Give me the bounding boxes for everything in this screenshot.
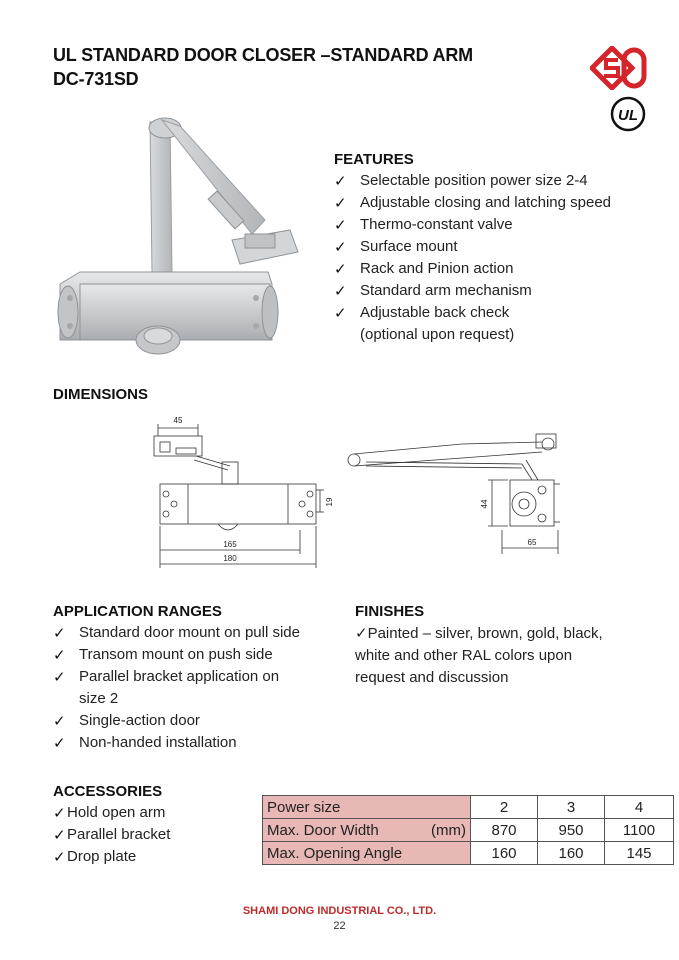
check-icon: ✓ [334, 238, 347, 256]
check-icon: ✓ [334, 216, 347, 234]
list-item [53, 732, 343, 754]
list-item [53, 846, 170, 868]
page-number: 22 [333, 920, 346, 932]
door-closer-product-image [50, 112, 312, 360]
check-icon: ✓ [53, 804, 66, 822]
list-item [334, 170, 611, 192]
table-cell: 145 [605, 842, 674, 865]
accessories-section [53, 782, 170, 868]
list-item-text: Single-action door [79, 712, 200, 729]
accessories-list [53, 802, 170, 868]
finishes-line-2: white and other RAL colors upon [355, 647, 573, 664]
dimension-label-45: 45 [173, 416, 183, 425]
list-item [53, 622, 343, 644]
finishes-heading: FINISHES [355, 603, 425, 620]
check-icon: ✓ [53, 734, 66, 752]
footer-company-name: SHAMI DONG INDUSTRIAL CO., LTD. [242, 905, 437, 917]
ul-logo-text: UL [618, 107, 638, 124]
check-icon: ✓ [334, 282, 347, 300]
list-item [53, 710, 343, 732]
check-icon: ✓ [53, 646, 66, 664]
list-item [334, 258, 611, 280]
list-item-text: Parallel bracket [67, 826, 171, 843]
application-ranges-section [53, 602, 343, 754]
list-item-text: Standard door mount on pull side [79, 624, 300, 641]
features-list [334, 170, 611, 324]
list-item [334, 214, 611, 236]
table-row-label: Max. Door Width (mm) [263, 819, 471, 842]
front-view-dimension-drawing [148, 412, 338, 572]
finishes-section [355, 602, 655, 689]
list-item-text: Rack and Pinion action [360, 260, 514, 277]
list-item [334, 236, 611, 258]
list-item-text: Adjustable back check [360, 304, 510, 321]
sd-brand-logo [590, 46, 648, 90]
side-view-dimension-drawing [342, 430, 572, 560]
list-item [334, 280, 611, 302]
table-cell: 3 [538, 796, 605, 819]
ul-certification-logo [610, 96, 646, 132]
table-cell: 870 [471, 819, 538, 842]
table-unit: (mm) [431, 821, 466, 839]
features-section [334, 150, 611, 346]
check-icon: ✓ [334, 194, 347, 212]
specification-table [262, 795, 674, 865]
dimension-label-180: 180 [223, 554, 237, 563]
check-icon: ✓ [53, 624, 66, 642]
table-cell: 2 [471, 796, 538, 819]
application-ranges-heading: APPLICATION RANGES [53, 603, 222, 620]
table-row [263, 796, 674, 819]
finishes-text [355, 622, 655, 689]
application-ranges-list [53, 622, 343, 754]
list-item [53, 644, 343, 666]
check-icon: ✓ [53, 848, 66, 866]
finishes-line-3: request and discussion [355, 669, 509, 686]
list-item-continuation: size 2 [79, 690, 119, 707]
list-item-text: Transom mount on push side [79, 646, 273, 663]
check-icon: ✓ [53, 668, 66, 686]
list-item [53, 824, 170, 846]
list-item-text: Hold open arm [67, 804, 166, 821]
check-icon: ✓ [334, 172, 347, 190]
title-line-2: DC-731SD [53, 69, 139, 89]
dimension-label-65: 65 [527, 538, 537, 547]
page-title [53, 43, 473, 91]
table-cell: 4 [605, 796, 674, 819]
list-item [334, 302, 611, 324]
list-item [53, 802, 170, 824]
table-row-label: Power size [263, 796, 471, 819]
table-row-label: Max. Opening Angle [263, 842, 471, 865]
title-line-1: UL STANDARD DOOR CLOSER –STANDARD ARM [53, 45, 473, 65]
check-icon: ✓ [334, 304, 347, 322]
features-continuation: (optional upon request) [360, 326, 515, 343]
table-cell: 1100 [605, 819, 674, 842]
dimension-label-165: 165 [223, 540, 237, 549]
features-heading: FEATURES [334, 151, 414, 168]
list-item-text: Parallel bracket application on [79, 668, 280, 685]
list-item [334, 192, 611, 214]
list-item-text: Surface mount [360, 238, 458, 255]
table-row [263, 819, 674, 842]
list-item [53, 666, 343, 710]
finishes-line-1: Painted – silver, brown, gold, black, [367, 625, 603, 642]
check-icon: ✓ [53, 712, 66, 730]
accessories-heading: ACCESSORIES [53, 783, 163, 800]
table-row [263, 842, 674, 865]
list-item-text: Drop plate [67, 848, 137, 865]
check-icon: ✓ [355, 624, 368, 642]
table-cell: 160 [471, 842, 538, 865]
dimensions-heading: DIMENSIONS [53, 386, 149, 403]
dimension-label-44: 44 [480, 499, 489, 509]
list-item-text: Standard arm mechanism [360, 282, 532, 299]
list-item-text: Thermo-constant valve [360, 216, 513, 233]
list-item-text: Non-handed installation [79, 734, 237, 751]
check-icon: ✓ [53, 826, 66, 844]
table-cell: 950 [538, 819, 605, 842]
check-icon: ✓ [334, 260, 347, 278]
dimension-label-19: 19 [325, 497, 334, 507]
list-item-text: Adjustable closing and latching speed [360, 194, 612, 211]
table-cell: 160 [538, 842, 605, 865]
list-item-text: Selectable position power size 2-4 [360, 172, 588, 189]
